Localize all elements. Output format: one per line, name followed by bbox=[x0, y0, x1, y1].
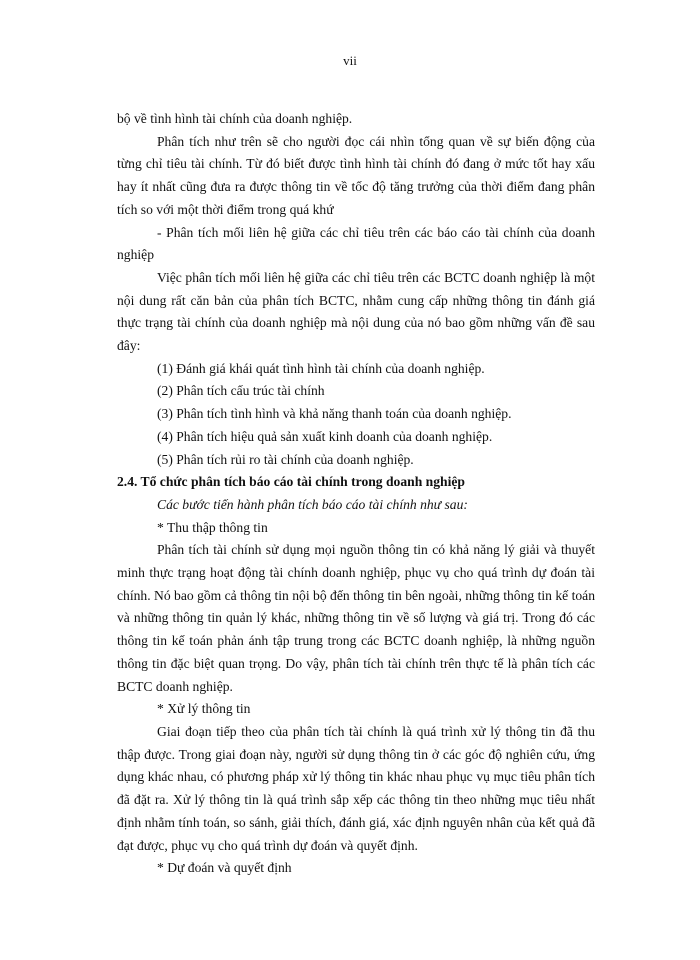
paragraph-collect-info: Phân tích tài chính sử dụng mọi nguồn thông tin có khả năng lý giải và thuyết minh thực trạng hoạt động tài chính doanh nghiệp, phục vụ cho quá trình dự đoán tài chính. Nó bao gồm cả thông tin nội bộ đến thông tin bên ngoài, những thông tin kế toán và những thông tin quản lý khác, những thông tin về số lượng và giá trị. Trong đó các thông tin kế toán phản ánh tập trung trong các BCTC doanh nghiệp, là những nguồn thông tin đặc biệt quan trọng. Do vậy, phân tích tài chính trên thực tế là phân tích các BCTC doanh nghiệp. bbox=[117, 542, 595, 694]
list-item-2: (2) Phân tích cấu trúc tài chính bbox=[157, 383, 325, 399]
step-forecast-title: * Dự đoán và quyết định bbox=[157, 860, 292, 876]
section-subheading: Các bước tiến hành phân tích báo cáo tài chính như sau: bbox=[157, 496, 468, 512]
paragraph-continuation: bộ về tình hình tài chính của doanh nghiệp. bbox=[117, 111, 353, 126]
step-process-title: * Xử lý thông tin bbox=[157, 701, 251, 717]
paragraph-relationship-detail: Việc phân tích mối liên hệ giữa các chỉ tiêu trên các BCTC doanh nghiệp là một nội dung rất căn bản của phân tích BCTC, nhằm cung cấp những thông tin đánh giá thực trạng tài chính của doanh nghiệp mà nội dung của nó bao gồm những vấn đề sau đây: bbox=[117, 269, 595, 354]
page-number: vii bbox=[343, 53, 357, 68]
list-item-3: (3) Phân tích tình hình và khả năng thanh toán của doanh nghiệp. bbox=[157, 406, 512, 422]
paragraph-overview-analysis: Phân tích như trên sẽ cho người đọc cái nhìn tổng quan về sự biến động của từng chỉ tiêu tài chính. Từ đó biết được tình hình tài chính đó đang ở mức tốt hay xấu hay ít nhất cũng đưa ra được thông tin về tốc độ tăng trưởng của thời điểm đang phân tích so với một thời điểm trong quá khứ bbox=[117, 133, 595, 217]
paragraph-process-info: Giai đoạn tiếp theo của phân tích tài chính là quá trình xử lý thông tin đã thu thập được. Trong giai đoạn này, người sử dụng thông tin ở các góc độ nghiên cứu, ứng dụng khác nhau, có phương pháp xử lý thông tin khác nhau phục vụ mục tiêu phân tích đã đặt ra. Xử lý thông tin là quá trình sắp xếp các thông tin theo những mục tiêu nhất định nhằm tính toán, so sánh, giải thích, đánh giá, xác định nguyên nhân của kết quả đã đạt được, phục vụ cho quá trình dự đoán và quyết định. bbox=[117, 723, 595, 853]
section-heading: 2.4. Tổ chức phân tích báo cáo tài chính trong doanh nghiệp bbox=[117, 474, 465, 490]
list-item-1: (1) Đánh giá khái quát tình hình tài chính của doanh nghiệp. bbox=[157, 360, 485, 376]
page-body bbox=[117, 108, 595, 880]
step-collect-title: * Thu thập thông tin bbox=[157, 519, 268, 535]
bullet-relationship-analysis: - Phân tích mối liên hệ giữa các chỉ tiêu trên các báo cáo tài chính của doanh nghiệp bbox=[117, 224, 595, 263]
list-item-4: (4) Phân tích hiệu quả sản xuất kinh doanh của doanh nghiệp. bbox=[157, 428, 493, 444]
list-item-5: (5) Phân tích rủi ro tài chính của doanh nghiệp. bbox=[157, 451, 414, 467]
